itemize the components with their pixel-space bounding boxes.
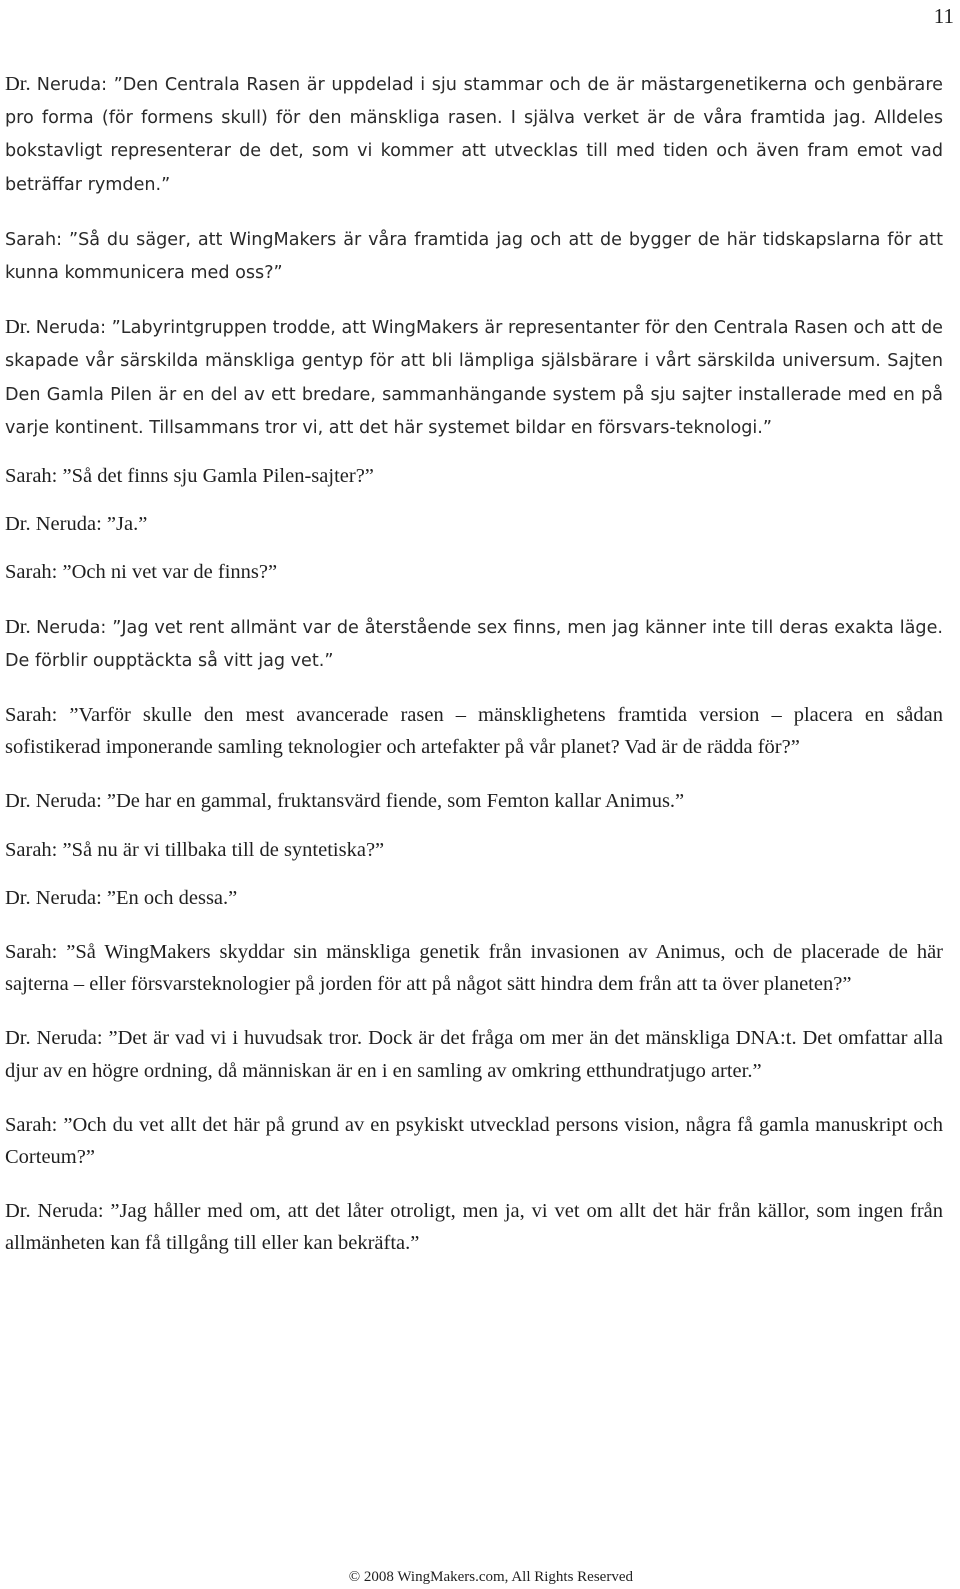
paragraph-text-run: Sarah: ”Så du säger, att WingMakers är våra framtida jag och att de bygger de här tidskapslarna för att kunna kommunicera med oss?”: [5, 229, 943, 284]
dialogue-paragraph: [5, 936, 943, 1000]
dialogue-paragraph: [5, 1195, 943, 1259]
dialogue-paragraph: [5, 1022, 943, 1086]
paragraph-text-run: Dr. Neruda: ”Det är vad vi i huvudsak tror. Dock är det fråga om mer än det mänskliga DNA:t. Det omfattar alla djur av en högre ordning, då människan är en i en samling av omkring etthundratjugo arter.”: [5, 1027, 943, 1082]
paragraph-text-run: Dr. Neruda: ”De har en gammal, fruktansvärd fiende, som Femton kallar Animus.”: [5, 790, 685, 813]
paragraph-text-run: Dr.: [5, 73, 37, 95]
dialogue-paragraph: [5, 223, 943, 289]
paragraph-text-run: Neruda: ”Den Centrala Rasen är uppdelad i sju stammar och de är mästargenetikerna och genbärare pro forma (för formens skull) för den mänskliga rasen. I själva verket är de våra framtida jag. Alldeles bokstavligt representerar de det, som vi kommer att utvecklas till med tiden och även fram emot vad beträffar rymden.”: [5, 75, 944, 195]
dialogue-paragraph: [5, 699, 943, 763]
dialogue-paragraph: [5, 611, 943, 677]
paragraph-text-run: Dr. Neruda: ”Jag håller med om, att det låter otroligt, men ja, vi vet om allt det här från källor, som ingen från allmänheten kan få tillgång till eller kan bekräfta.”: [5, 1200, 943, 1255]
dialogue-paragraph: [5, 556, 943, 588]
paragraph-text-run: Sarah: ”Varför skulle den mest avancerade rasen – mänsklighetens framtida version – placera en sådan sofistikerad imponerande samling teknologier och artefakter på vår planet? Vad är de rädda för?”: [5, 704, 943, 759]
dialogue-paragraph: [5, 785, 943, 817]
paragraph-text-run: Sarah: ”Så det finns sju Gamla Pilen-sajter?”: [5, 465, 374, 488]
copyright-footer: © 2008 WingMakers.com, All Rights Reserved: [348, 1569, 633, 1585]
dialogue-paragraph: [5, 68, 943, 201]
paragraph-text-run: Sarah: ”Så WingMakers skyddar sin mänskliga genetik från invasionen av Animus, och de placerade de här sajterna – eller försvarsteknologier på jorden för att på något sätt hindra dem från att ta över planeten?”: [5, 941, 943, 996]
dialogue-paragraph: [5, 1109, 943, 1173]
dialogue-paragraph: [5, 508, 943, 540]
paragraph-text-run: Neruda: ”Jag vet rent allmänt var de återstående sex finns, men jag känner inte till deras exakta läge. De förblir oupptäckta så vitt jag vet.”: [5, 617, 943, 671]
dialogue-paragraph: [5, 882, 943, 914]
paragraph-text-run: Neruda: ”Labyrintgruppen trodde, att WingMakers är representanter för den Centrala Rasen och att de skapade vår särskilda mänskliga gentyp för att bli lämpliga själsbärare i vårt särskilda universum. Sajten Den Gamla Pilen är en del av ett bredare, sammanhängande system på sju sajter installerade med en på varje kontinent. Tillsammans tror vi, att det här systemet bildar en försvars-teknologi.”: [5, 318, 943, 438]
paragraph-text-run: Dr.: [5, 316, 36, 339]
paragraph-text-run: Sarah: ”Så nu är vi tillbaka till de syntetiska?”: [5, 838, 385, 861]
dialogue-paragraph: [5, 834, 943, 866]
paragraph-text-run: Dr. Neruda: ”Ja.”: [5, 513, 148, 536]
document-body: [5, 68, 943, 1260]
paragraph-text-run: Sarah: ”Och du vet allt det här på grund av en psykiskt utvecklad persons vision, några få gamla manuskript och Corteum?”: [5, 1113, 943, 1169]
paragraph-text-run: Dr. Neruda: ”En och dessa.”: [5, 886, 238, 909]
paragraph-text-run: Dr.: [5, 615, 37, 638]
paragraph-text-run: Sarah: ”Och ni vet var de finns?”: [5, 561, 278, 584]
dialogue-paragraph: [5, 460, 943, 492]
page-number: 11: [933, 4, 954, 28]
dialogue-paragraph: [5, 311, 943, 444]
